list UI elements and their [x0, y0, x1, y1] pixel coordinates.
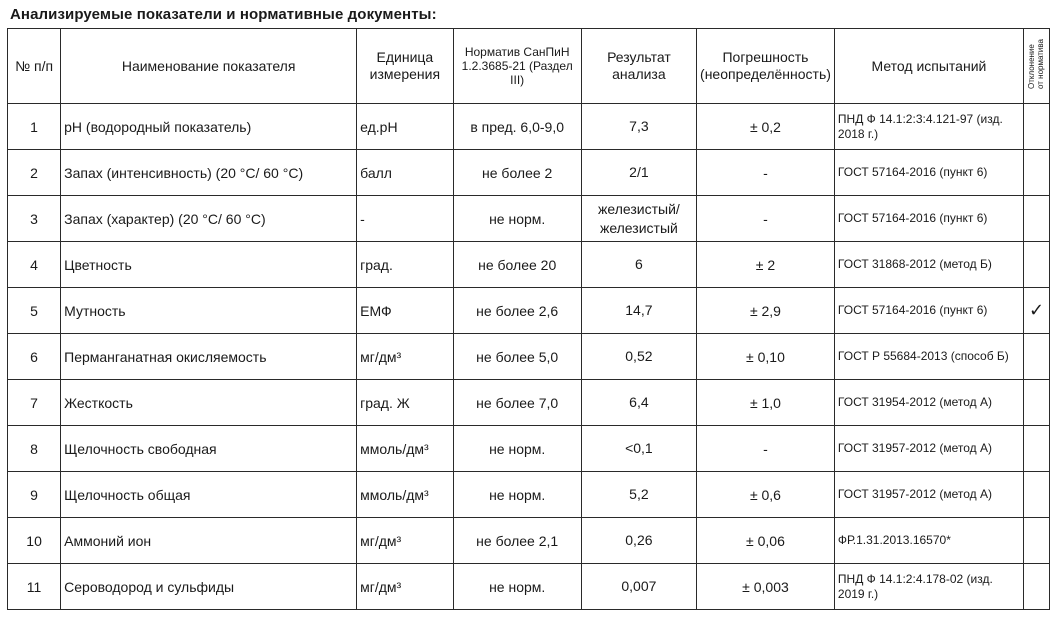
- cell-num: 10: [8, 518, 61, 564]
- cell-norm: не более 2,6: [453, 288, 581, 334]
- cell-indicator-name: Перманганатная окисляемость: [61, 334, 357, 380]
- cell-unit: ммоль/дм³: [357, 472, 453, 518]
- cell-norm: не норм.: [453, 564, 581, 610]
- cell-result: 2/1: [581, 150, 696, 196]
- cell-method: ПНД Ф 14.1:2:4.178-02 (изд. 2019 г.): [834, 564, 1023, 610]
- cell-error: ± 2,9: [697, 288, 835, 334]
- cell-deviation: [1023, 104, 1049, 150]
- table-row: [8, 104, 1050, 150]
- cell-unit: мг/дм³: [357, 334, 453, 380]
- cell-method: ГОСТ 57164-2016 (пункт 6): [834, 150, 1023, 196]
- header-unit: Единица измерения: [357, 29, 453, 104]
- cell-deviation: ✓: [1023, 288, 1049, 334]
- cell-norm: не более 2: [453, 150, 581, 196]
- table-row: [8, 334, 1050, 380]
- cell-error: ± 0,06: [697, 518, 835, 564]
- cell-method: ФР.1.31.2013.16570*: [834, 518, 1023, 564]
- header-num: № п/п: [8, 29, 61, 104]
- cell-deviation: [1023, 196, 1049, 242]
- cell-norm: не норм.: [453, 196, 581, 242]
- cell-norm: не норм.: [453, 472, 581, 518]
- cell-indicator-name: Щелочность свободная: [61, 426, 357, 472]
- cell-result: железистый/ железистый: [581, 196, 696, 242]
- cell-norm: не более 7,0: [453, 380, 581, 426]
- cell-result: 0,52: [581, 334, 696, 380]
- cell-num: 3: [8, 196, 61, 242]
- table-row: [8, 196, 1050, 242]
- cell-deviation: [1023, 564, 1049, 610]
- header-norm: Норматив СанПиН 1.2.3685-21 (Раздел III): [453, 29, 581, 104]
- cell-result: 6,4: [581, 380, 696, 426]
- cell-method: ПНД Ф 14.1:2:3:4.121-97 (изд. 2018 г.): [834, 104, 1023, 150]
- cell-method: ГОСТ 57164-2016 (пункт 6): [834, 288, 1023, 334]
- cell-indicator-name: Запах (интенсивность) (20 °С/ 60 °С): [61, 150, 357, 196]
- cell-num: 6: [8, 334, 61, 380]
- indicators-table: [7, 28, 1050, 610]
- cell-method: ГОСТ 31957-2012 (метод А): [834, 472, 1023, 518]
- header-name: Наименование показателя: [61, 29, 357, 104]
- cell-result: <0,1: [581, 426, 696, 472]
- table-row: [8, 150, 1050, 196]
- table-row: [8, 564, 1050, 610]
- cell-norm: в пред. 6,0-9,0: [453, 104, 581, 150]
- table-row: [8, 242, 1050, 288]
- cell-unit: ммоль/дм³: [357, 426, 453, 472]
- cell-num: 1: [8, 104, 61, 150]
- cell-method: ГОСТ 31954-2012 (метод А): [834, 380, 1023, 426]
- cell-error: ± 1,0: [697, 380, 835, 426]
- cell-method: ГОСТ 31868-2012 (метод Б): [834, 242, 1023, 288]
- cell-indicator-name: Аммоний ион: [61, 518, 357, 564]
- header-deviation-text: Отклонение от норматива: [1027, 39, 1046, 89]
- table-header-row: [8, 29, 1050, 104]
- cell-num: 5: [8, 288, 61, 334]
- cell-result: 7,3: [581, 104, 696, 150]
- cell-norm: не норм.: [453, 426, 581, 472]
- header-method: Метод испытаний: [834, 29, 1023, 104]
- cell-result: 6: [581, 242, 696, 288]
- cell-result: 0,007: [581, 564, 696, 610]
- cell-indicator-name: pH (водородный показатель): [61, 104, 357, 150]
- cell-num: 4: [8, 242, 61, 288]
- table-row: [8, 472, 1050, 518]
- cell-unit: мг/дм³: [357, 564, 453, 610]
- header-result: Результат анализа: [581, 29, 696, 104]
- cell-norm: не более 2,1: [453, 518, 581, 564]
- cell-result: 14,7: [581, 288, 696, 334]
- cell-indicator-name: Цветность: [61, 242, 357, 288]
- cell-num: 9: [8, 472, 61, 518]
- cell-unit: балл: [357, 150, 453, 196]
- cell-unit: ед.pH: [357, 104, 453, 150]
- header-error: Погрешность (неопределённость): [697, 29, 835, 104]
- cell-num: 11: [8, 564, 61, 610]
- section-title: Анализируемые показатели и нормативные документы:: [10, 6, 437, 23]
- table-row: [8, 380, 1050, 426]
- table-row: [8, 518, 1050, 564]
- cell-indicator-name: Щелочность общая: [61, 472, 357, 518]
- cell-error: ± 0,10: [697, 334, 835, 380]
- cell-error: ± 0,2: [697, 104, 835, 150]
- cell-deviation: [1023, 242, 1049, 288]
- cell-num: 2: [8, 150, 61, 196]
- table-row: [8, 288, 1050, 334]
- cell-norm: не более 5,0: [453, 334, 581, 380]
- cell-indicator-name: Запах (характер) (20 °С/ 60 °С): [61, 196, 357, 242]
- cell-num: 8: [8, 426, 61, 472]
- cell-deviation: [1023, 334, 1049, 380]
- cell-indicator-name: Жесткость: [61, 380, 357, 426]
- cell-error: ± 2: [697, 242, 835, 288]
- table-row: [8, 426, 1050, 472]
- cell-error: -: [697, 426, 835, 472]
- cell-unit: град.: [357, 242, 453, 288]
- header-deviation: [1023, 29, 1049, 104]
- cell-unit: мг/дм³: [357, 518, 453, 564]
- table-body: [8, 104, 1050, 610]
- cell-num: 7: [8, 380, 61, 426]
- cell-deviation: [1023, 472, 1049, 518]
- cell-deviation: [1023, 150, 1049, 196]
- cell-error: ± 0,003: [697, 564, 835, 610]
- cell-method: ГОСТ 57164-2016 (пункт 6): [834, 196, 1023, 242]
- cell-error: -: [697, 196, 835, 242]
- cell-method: ГОСТ Р 55684-2013 (способ Б): [834, 334, 1023, 380]
- cell-deviation: [1023, 380, 1049, 426]
- cell-result: 0,26: [581, 518, 696, 564]
- cell-deviation: [1023, 518, 1049, 564]
- cell-unit: град. Ж: [357, 380, 453, 426]
- cell-error: -: [697, 150, 835, 196]
- cell-deviation: [1023, 426, 1049, 472]
- cell-norm: не более 20: [453, 242, 581, 288]
- cell-error: ± 0,6: [697, 472, 835, 518]
- cell-indicator-name: Мутность: [61, 288, 357, 334]
- cell-result: 5,2: [581, 472, 696, 518]
- cell-unit: ЕМФ: [357, 288, 453, 334]
- cell-unit: -: [357, 196, 453, 242]
- cell-indicator-name: Сероводород и сульфиды: [61, 564, 357, 610]
- cell-method: ГОСТ 31957-2012 (метод А): [834, 426, 1023, 472]
